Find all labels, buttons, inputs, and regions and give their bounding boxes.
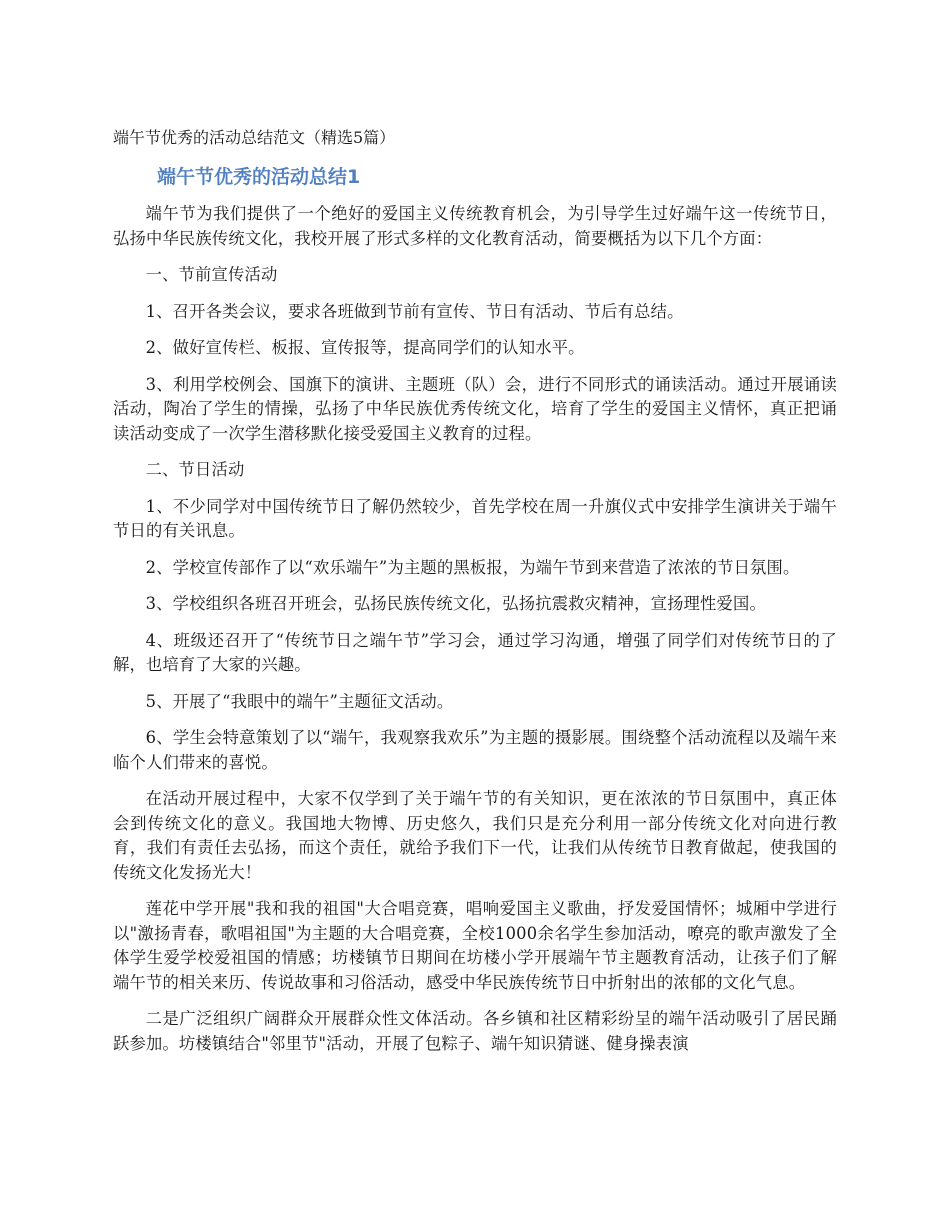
paragraph: 3、学校组织各班召开班会，弘扬民族传统文化，弘扬抗震救灾精神，宣扬理性爱国。: [145, 594, 766, 613]
paragraph: 1、不少同学对中国传统节日了解仍然较少，首先学校在周一升旗仪式中安排学生演讲关于端午节日的有关讯息。: [113, 496, 837, 540]
paragraph: 3、利用学校例会、国旗下的演讲、主题班（队）会，进行不同形式的诵读活动。通过开展诵读活动，陶冶了学生的情操，弘扬了中华民族优秀传统文化，培育了学生的爱国主义情怀，真正把诵读活动变成了一次学生潜移默化接受爱国主义教育的过程。: [113, 374, 837, 443]
paragraph: 1、召开各类会议，要求各班做到节前有宣传、节日有活动、节后有总结。: [145, 301, 684, 321]
section-heading: 端午节优秀的活动总结1: [157, 166, 361, 188]
paragraph: 4、班级还召开了“传统节日之端午节”学习会，通过学习沟通，增强了同学们对传统节日的了解，也培育了大家的兴趣。: [113, 630, 837, 674]
paragraph: 一、节前宣传活动: [145, 265, 278, 284]
paragraph: 莲花中学开展"我和我的祖国"大合唱竞赛，唱响爱国主义歌曲，抒发爱国情怀；城厢中学进行以"激扬青春，歌唱祖国"为主题的大合唱竞赛，全校1000余名学生参加活动，嘹亮的歌声激发了全体学生爱学校爱祖国的情感；坊楼镇节日期间在坊楼小学开展端午节主题教育活动，让孩子们了解端午节的相关来历、传说故事和习俗活动，感受中华民族传统节日中折射出的浓郁的文化气息。: [113, 899, 837, 992]
paragraph: 2、做好宣传栏、板报、宣传报等，提高同学们的认知水平。: [145, 338, 585, 357]
paragraph: 二、节日活动: [145, 460, 245, 479]
paragraph: 端午节为我们提供了一个绝好的爱国主义传统教育机会，为引导学生过好端午这一传统节日，弘扬中华民族传统文化，我校开展了形式多样的文化教育活动，简要概括为以下几个方面：: [113, 204, 837, 248]
paragraph: 6、学生会特意策划了以“端午，我观察我欢乐”为主题的摄影展。围绕整个活动流程以及端午来临个人们带来的喜悦。: [113, 728, 837, 772]
paragraph: 在活动开展过程中，大家不仅学到了关于端午节的有关知识，更在浓浓的节日氛围中，真正体会到传统文化的意义。我国地大物博、历史悠久，我们只是充分利用一部分传统文化对向进行教育，我们有责任去弘扬，而这个责任，就给予我们下一代，让我们从传统节日教育做起，使我国的传统文化发扬光大！: [113, 789, 837, 882]
paragraph: 二是广泛组织广阔群众开展群众性文体活动。各乡镇和社区精彩纷呈的端午活动吸引了居民踊跃参加。坊楼镇结合"邻里节"活动，开展了包粽子、端午知识猜谜、健身操表演: [113, 1009, 837, 1053]
document-body: [113, 202, 837, 1068]
paragraph: 2、学校宣传部作了以“欢乐端午”为主题的黑板报，为端午节到来营造了浓浓的节日氛围。: [145, 557, 800, 577]
document-title: 端午节优秀的活动总结范文（精选5篇）: [113, 128, 396, 147]
paragraph: 5、开展了“我眼中的端午”主题征文活动。: [145, 691, 454, 711]
